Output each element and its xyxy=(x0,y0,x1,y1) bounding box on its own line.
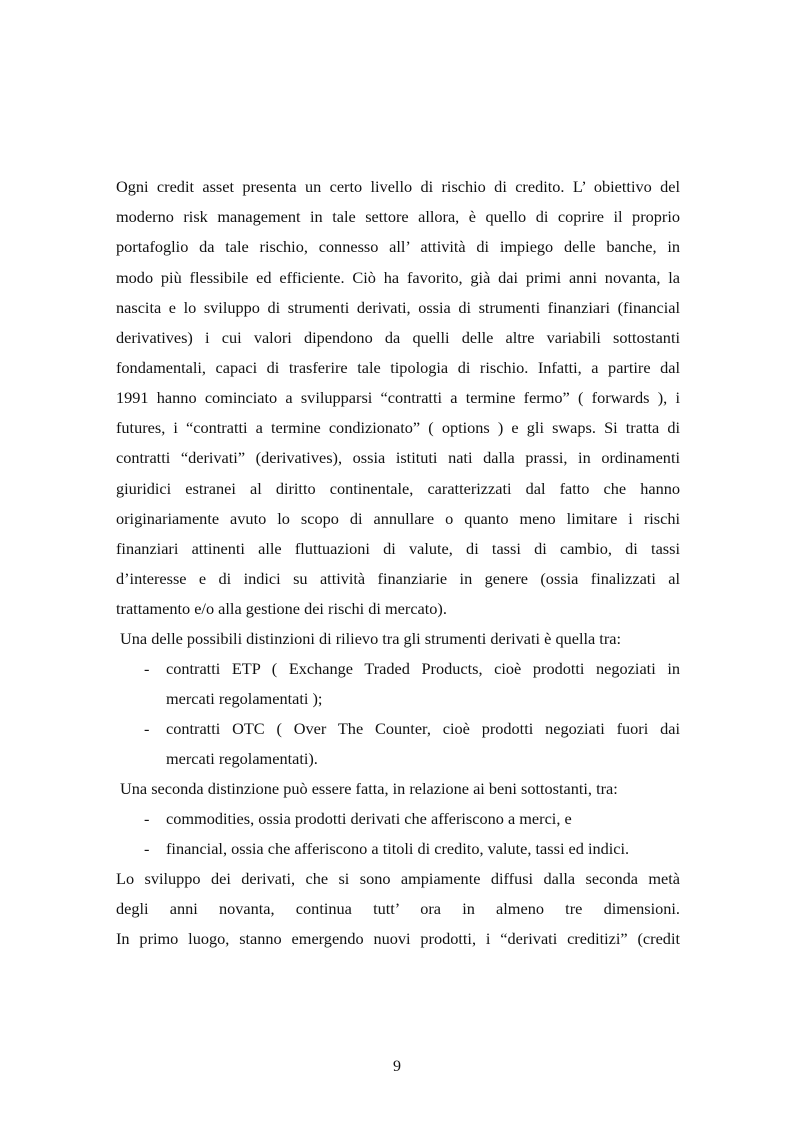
list-intro-1: Una delle possibili distinzioni di rilievo tra gli strumenti derivati è quella tra: xyxy=(120,629,621,648)
list-intro-2: Una seconda distinzione può essere fatta, in relazione ai beni sottostanti, tra: xyxy=(120,779,618,798)
text-line: derivatives) i cui valori dipendono da quelli delle altre variabili sottostanti xyxy=(116,328,680,347)
list-item-line: contratti OTC ( Over The Counter, cioè prodotti negoziati fuori dai xyxy=(166,719,680,738)
text-line: degli anni novanta, continua tutt’ ora in almeno tre dimensioni. xyxy=(116,899,680,918)
text-line: Lo sviluppo dei derivati, che si sono ampiamente diffusi dalla seconda metà xyxy=(116,869,680,888)
text-line: 1991 hanno cominciato a svilupparsi “contratti a termine fermo” ( forwards ), i xyxy=(116,388,680,407)
text-line: giuridici estranei al diritto continentale, caratterizzati dal fatto che hanno xyxy=(116,479,680,498)
text-line: fondamentali, capaci di trasferire tale tipologia di rischio. Infatti, a partire dal xyxy=(116,358,680,377)
list-item-line: mercati regolamentati). xyxy=(166,749,318,768)
text-line: futures, i “contratti a termine condizionato” ( options ) e gli swaps. Si tratta di xyxy=(116,418,680,437)
bullet-dash: - xyxy=(144,809,150,828)
text-line: contratti “derivati” (derivatives), ossia istituti nati dalla prassi, in ordinamenti xyxy=(116,448,680,467)
bullet-dash: - xyxy=(144,719,150,738)
text-line: modo più flessibile ed efficiente. Ciò ha favorito, già dai primi anni novanta, la xyxy=(116,268,680,287)
text-line: Ogni credit asset presenta un certo livello di rischio di credito. L’ obiettivo del xyxy=(116,177,680,196)
text-line: finanziari attinenti alle fluttuazioni di valute, di tassi di cambio, di tassi xyxy=(116,539,680,558)
text-line: originariamente avuto lo scopo di annullare o quanto meno limitare i rischi xyxy=(116,509,680,528)
list-item-line: mercati regolamentati ); xyxy=(166,689,323,708)
text-line: d’interesse e di indici su attività finanziarie in genere (ossia finalizzati al xyxy=(116,569,680,588)
text-line: trattamento e/o alla gestione dei rischi di mercato). xyxy=(116,599,447,618)
list-item-line: commodities, ossia prodotti derivati che afferiscono a merci, e xyxy=(166,809,572,828)
bullet-dash: - xyxy=(144,659,150,678)
text-line: In primo luogo, stanno emergendo nuovi prodotti, i “derivati creditizi” (credit xyxy=(116,929,680,948)
text-line: nascita e lo sviluppo di strumenti derivati, ossia di strumenti finanziari (financial xyxy=(116,298,680,317)
text-line: moderno risk management in tale settore allora, è quello di coprire il proprio xyxy=(116,207,680,226)
list-item-line: financial, ossia che afferiscono a titoli di credito, valute, tassi ed indici. xyxy=(166,839,630,858)
list-item-line: contratti ETP ( Exchange Traded Products, cioè prodotti negoziati in xyxy=(166,659,680,678)
text-line: portafoglio da tale rischio, connesso all’ attività di impiego delle banche, in xyxy=(116,237,680,256)
page-number: 9 xyxy=(393,1058,401,1075)
bullet-dash: - xyxy=(144,839,150,858)
